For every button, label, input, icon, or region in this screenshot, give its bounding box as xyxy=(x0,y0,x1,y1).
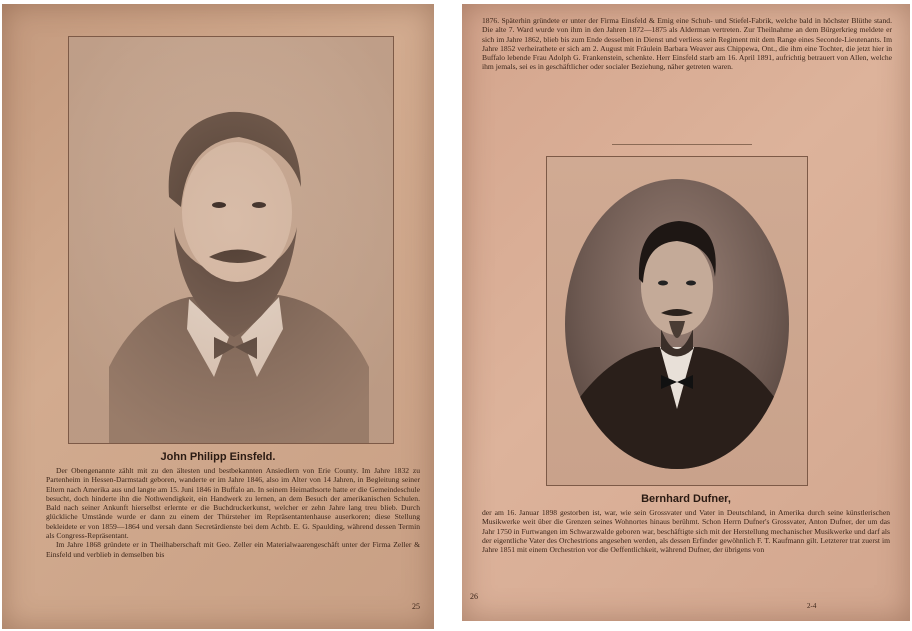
page-number-left: 25 xyxy=(412,602,420,611)
paragraph-2: Im Jahre 1868 gründete er in Theilhaberschaft mit Geo. Zeller ein Materialwaarengeschäft unter der Firma Zeller & Einsfeld und verblieb in demselben bis xyxy=(46,540,420,559)
paragraph-top: 1876. Späterhin gründete er unter der Firma Einsfeld & Emig eine Schuh- und Stiefel-Fabrik, welche bald in höchster Blüthe stand. Die alte 7. Ward wurde von ihm in den Jahren 1872—1875 als Alderman vertreten. Zur Theilnahme an dem Bürgerkrieg meldete er sich im Jahre 1862, blieb bis zum Ende desselben in Dienst und verliess sein Regiment mit dem Range eines Seconde-Lieutenants. Im Jahre 1852 verheirathete er sich am 2. August mit Fräulein Barbara Weaver aus Chippewa, Ont., die ihm eine Tochter, die jetzt hier in Buffalo lebende Frau Adolph G. Frankenstein, schenkte. Herr Einsfeld starb am 16. April 1891, aufrichtig betrauert von Allen, welche ihm jemals, sei es in geschäftlicher oder socialer Beziehung, näher getreten waren. xyxy=(482,16,892,72)
caption-einsfeld: John Philipp Einsfeld. xyxy=(160,451,276,463)
left-page xyxy=(2,4,434,629)
caption-dufner: Bernhard Dufner, xyxy=(641,493,731,505)
portrait-dufner xyxy=(546,156,808,486)
portrait-dufner-oval xyxy=(565,179,789,469)
portrait-dufner-image xyxy=(565,179,789,469)
divider-rule xyxy=(612,144,752,145)
body-text-right-bottom xyxy=(482,508,890,554)
portrait-einsfeld-image xyxy=(69,37,394,444)
body-text-right-top xyxy=(482,16,892,72)
signature-mark: 2-4 xyxy=(807,602,817,610)
right-page xyxy=(462,4,910,621)
portrait-einsfeld xyxy=(68,36,394,444)
paragraph-1: Der Obengenannte zählt mit zu den ältesten und bestbekannten Ansiedlern von Erie County. Im Jahre 1832 zu Partenheim in Hessen-Darmstadt geboren, wanderte er im Jahre 1846, also im Alter von 14 Jahren, in Begleitung seiner Eltern nach Amerika aus und langte am 15. Juni 1846 in Buffalo an. In seinem Heimathsorte hatte er die Gemeindeschule besucht, doch hinderte ihn die Nothwendigkeit, ein Handwerk zu lernen, an dem Besuch der amerikanischen Schulen. Bald nach seiner Ankunft hierselbst erlernte er die Buchdruckerkunst, welcher er zehn Jahre lang treu blieb. Durch glückliche Umstände wurde er dann zu einem der Thürsteher im Repräsentantenhause auserkoren; diese Stellung bekleidete er von 1859—1864 und versah dann Secretärdienste bei dem Achtb. E. G. Spaulding, während dessen Termin als Congress-Repräsentant. xyxy=(46,466,420,541)
body-text-left xyxy=(46,466,420,559)
page-number-right: 26 xyxy=(470,592,478,601)
paragraph-bottom: der am 16. Januar 1898 gestorben ist, war, wie sein Grossvater und Vater in Deutschland, in Amerika durch seine künstlerischen Musikwerke weit über die Grenzen seines Wohnortes hinaus berühmt. Schon Herrn Dufner's Grossvater, Anton Dufner, der um das Jahr 1750 in Furtwangen im Schwarzwalde geboren war, beschäftigte sich mit der Herstellung mechanischer Musikwerke und darf als der eigentliche Vater des Orchestrions angesehen werden, als dessen Erfinder gewöhnlich F. T. Kaufmann gilt. Letzterer trat zuerst im Jahre 1851 mit einem Orchestrion vor die Oeffentlichkeit, während Dufner, der übrigens von xyxy=(482,508,890,555)
